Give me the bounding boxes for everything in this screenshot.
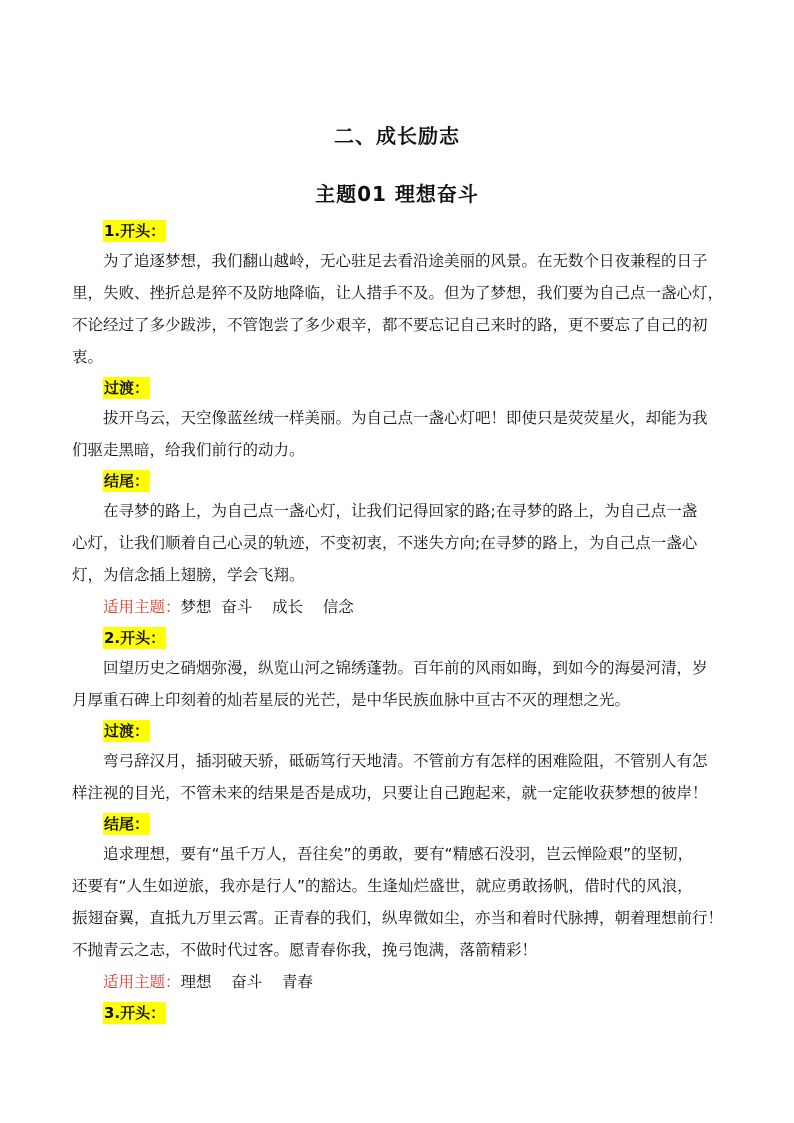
ending-paragraph-1 xyxy=(72,495,723,591)
text-line: 灯，为信念插上翅膀，学会飞翔。 xyxy=(72,566,305,584)
theme-values: 理想 奋斗 青春 xyxy=(180,973,313,991)
opening-paragraph-1 xyxy=(72,245,724,373)
opening-label-1: 1.开头： xyxy=(104,222,166,240)
transition-paragraph-1 xyxy=(72,402,723,466)
text-line: 为了追逐梦想，我们翻山越岭，无心驻足去看沿途美丽的风景。在无数个日夜兼程的日子 xyxy=(103,252,708,270)
ending-label-2: 结尾： xyxy=(104,815,150,833)
theme-label: 适用主题： xyxy=(103,598,181,616)
opening-label-2: 2.开头： xyxy=(104,629,166,647)
text-line: 里，失败、挫折总是猝不及防地降临，让人措手不及。但为了梦想，我们要为自己点一盏心灯， xyxy=(72,284,724,302)
text-line: 追求理想，要有“虽千万人，吾往矣”的勇敢，要有“精感石没羽，岂云惮险艰”的坚韧， xyxy=(103,845,694,863)
text-line: 心灯，让我们顺着自己心灵的轨迹，不变初衷，不迷失方向;在寻梦的路上，为自己点一盏心 xyxy=(72,534,698,552)
text-line: 拔开乌云，天空像蓝丝绒一样美丽。为自己点一盏心灯吧！即使只是荧荧星火，却能为我 xyxy=(103,409,708,427)
text-line: 不抛青云之志，不做时代过客。愿青春你我，挽弓饱满，落箭精彩！ xyxy=(72,941,538,959)
transition-paragraph-2 xyxy=(72,745,723,809)
section-title: 二、成长励志 xyxy=(334,124,460,148)
ending-label-1: 结尾： xyxy=(104,472,150,490)
applicable-themes-1 xyxy=(103,591,723,623)
applicable-themes-2 xyxy=(103,966,723,998)
ending-paragraph-2 xyxy=(72,838,724,966)
text-line: 样注视的目光，不管未来的结果是否是成功，只要让自己跑起来，就一定能收获梦想的彼岸！ xyxy=(72,784,708,802)
transition-label-1: 过渡： xyxy=(104,379,150,397)
transition-label-2: 过渡： xyxy=(104,722,150,740)
theme-label: 适用主题： xyxy=(103,973,181,991)
text-line: 还要有“人生如逆旅，我亦是行人”的豁达。生逢灿烂盛世，就应勇敢扬帆，借时代的风浪， xyxy=(72,877,693,895)
opening-paragraph-2 xyxy=(72,652,723,716)
text-line: 衷。 xyxy=(72,348,104,366)
text-line: 回望历史之硝烟弥漫，纵览山河之锦绣蓬勃。百年前的风雨如晦，到如今的海晏河清，岁 xyxy=(103,659,708,677)
text-line: 不论经过了多少跋涉，不管饱尝了多少艰辛，都不要忘记自己来时的路，更不要忘了自己的初 xyxy=(72,316,708,334)
text-line: 振翅奋翼，直抵九万里云霄。正青春的我们，纵卑微如尘，亦当和着时代脉搏，朝着理想前行！ xyxy=(72,909,724,927)
text-line: 弯弓辞汉月，插羽破天骄，砥砺笃行天地清。不管前方有怎样的困难险阻，不管别人有怎 xyxy=(103,752,708,770)
document-body xyxy=(72,216,724,1027)
opening-label-3: 3.开头： xyxy=(104,1004,166,1022)
theme-values: 梦想 奋斗 成长 信念 xyxy=(180,598,354,616)
text-line: 月厚重石碑上印刻着的灿若星辰的光芒，是中华民族血脉中亘古不灭的理想之光。 xyxy=(72,691,631,709)
topic-title: 主题01 理想奋斗 xyxy=(315,182,479,206)
text-line: 们驱走黑暗，给我们前行的动力。 xyxy=(72,441,305,459)
text-line: 在寻梦的路上，为自己点一盏心灯，让我们记得回家的路;在寻梦的路上，为自己点一盏 xyxy=(103,502,698,520)
